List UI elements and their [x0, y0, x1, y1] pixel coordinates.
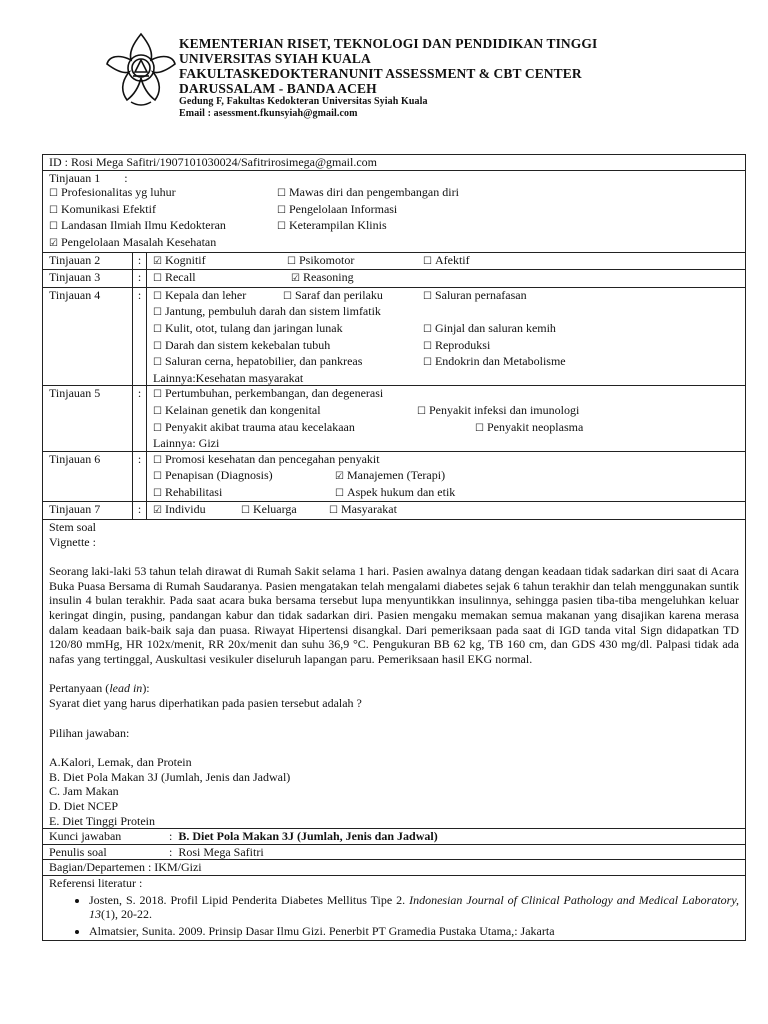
checkbox-item[interactable]: ☐ Aspek hukum dan etik: [335, 484, 456, 499]
checkbox-item-checked[interactable]: ☑ Manajemen (Terapi): [335, 468, 446, 483]
choice-a: A.Kalori, Lemak, dan Protein: [49, 755, 192, 770]
choice-b: B. Diet Pola Makan 3J (Jumlah, Jenis dan Jadwal): [49, 769, 291, 784]
tinjauan-1-label: Tinjauan 1: [49, 170, 101, 185]
checkbox-item[interactable]: ☐ Reproduksi: [423, 337, 491, 352]
stem-title: Stem soal: [49, 520, 96, 535]
choices-label: Pilihan jawaban:: [49, 725, 130, 740]
university-logo-icon: [105, 30, 177, 110]
question-label: Pertanyaan (lead in):: [49, 681, 150, 696]
email: Email : asessment.fkunsyiah@gmail.com: [179, 108, 358, 119]
checkbox-item[interactable]: ☐ Rehabilitasi: [153, 484, 223, 499]
referensi-row: [43, 875, 746, 940]
vignette-text: Seorang laki-laki 53 tahun telah dirawat di Rumah Sakit selama 1 hari. Pasien awalnya datang dengan keadaan tidak sadarkan diri saat di Acara Buka Puasa Bersama di Rumah Saudaranya. Pasien mengatakan telah mengalami diabetes sejak 6 tahun terakhir dan telah menggunakan suntik insulin 4 bulan terakhir. Pada saat acara buka bersama tersebut lupa menyuntikkan insulinnya, sehingga pasien tiba-tiba mengeluhkan keluar keringat dingin, pusing, pandangan kabur dan tidak sadarkan diri. Pasien mengaku memakan semua makanan yang disajikan karena merasa dalam keadaan baik-baik saja dan puasa. Riwayat Hipertensi disangkal. Dari pemeriksaan pada saat di IGD tanda vital Sign didapatkan TD 120/80 mmHg, HR 102x/menit, RR 20x/menit dan suhu 36,9 °C. Pengukuran BB 62 kg, TB 160 cm, dan GDS 430 mg/dl. Palpasi tidak ada nafas yang tertinggal, Auskultasi vesikuler diseluruh lapangan paru. Pemeriksaan hasil EKG normal.: [49, 564, 739, 666]
checkbox-item[interactable]: ☐ Saluran pernafasan: [423, 287, 527, 302]
checkbox-item[interactable]: ☐ Pertumbuhan, perkembangan, dan degenerasi: [153, 386, 384, 401]
checkbox-item[interactable]: ☐ Penapisan (Diagnosis): [153, 468, 273, 483]
university-name: UNIVERSITAS SYIAH KUALA: [179, 51, 371, 66]
checkbox-item[interactable]: ☐ Mawas diri dan pengembangan diri: [277, 185, 459, 200]
kunci-value: B. Diet Pola Makan 3J (Jumlah, Jenis dan Jadwal): [178, 829, 438, 844]
city-name: DARUSSALAM - BANDA ACEH: [179, 81, 377, 96]
tinjauan-5-label: Tinjauan 5: [43, 386, 133, 451]
penulis-label: Penulis soal: [49, 844, 107, 859]
stem-soal-row: [43, 520, 746, 829]
checkbox-item[interactable]: ☐ Keluarga: [241, 502, 297, 517]
checkbox-item[interactable]: ☐ Kulit, otot, tulang dan jaringan lunak: [153, 320, 343, 335]
address: Gedung F, Fakultas Kedokteran Universitas Syiah Kuala: [179, 96, 428, 107]
checkbox-item-checked[interactable]: ☑ Kognitif: [153, 252, 206, 267]
tinjauan-3-label: Tinjauan 3: [43, 270, 133, 288]
choice-e: E. Diet Tinggi Protein: [49, 813, 156, 828]
checkbox-item[interactable]: ☐ Endokrin dan Metabolisme: [423, 354, 566, 369]
checkbox-item[interactable]: ☐ Masyarakat: [329, 502, 397, 517]
kunci-label: Kunci jawaban: [49, 829, 122, 844]
checkbox-item[interactable]: ☐ Saraf dan perilaku: [283, 287, 383, 302]
tinjauan-7-row: Tinjauan 7 : ☑ Individu ☐ Keluarga ☐ Masyarakat: [43, 502, 746, 520]
bagian-text: Bagian/Departemen : IKM/Gizi: [43, 860, 746, 876]
tinjauan-2-row: Tinjauan 2 : ☑ Kognitif ☐ Psikomotor ☐ Afektif: [43, 252, 746, 270]
referensi-label: Referensi literatur :: [49, 875, 143, 890]
checkbox-item[interactable]: ☐ Penyakit akibat trauma atau kecelakaan: [153, 419, 355, 434]
checkbox-item[interactable]: ☐ Penyakit infeksi dan imunologi: [417, 402, 580, 417]
checkbox-item[interactable]: ☐ Pengelolaan Informasi: [277, 201, 398, 216]
checkbox-item[interactable]: ☐ Darah dan sistem kekebalan tubuh: [153, 337, 331, 352]
checkbox-item[interactable]: ☐ Afektif: [423, 252, 470, 267]
penulis-value: Rosi Mega Safitri: [178, 844, 264, 859]
tinjauan-3-row: Tinjauan 3 : ☐ Recall ☑ Reasoning: [43, 270, 746, 288]
bagian-row: [43, 860, 746, 876]
checkbox-item[interactable]: ☐ Recall: [153, 270, 196, 285]
ministry-name: KEMENTERIAN RISET, TEKNOLOGI DAN PENDIDIKAN TINGGI: [179, 36, 598, 51]
kunci-row: Kunci jawaban : B. Diet Pola Makan 3J (Jumlah, Jenis dan Jadwal): [43, 829, 746, 845]
tinjauan-6-row: Tinjauan 6 : ☐ Promosi kesehatan dan pencegahan penyakit ☐ Penapisan (Diagnosis) ☑ Manajemen (Terapi) ☐ Rehabilitasi ☐ Aspek hukum dan etik: [43, 451, 746, 502]
id-row: [43, 155, 746, 171]
tinjauan-5-row: Tinjauan 5 : ☐ Pertumbuhan, perkembangan, dan degenerasi ☐ Kelainan genetik dan kongenital ☐ Penyakit infeksi dan imunologi ☐ Penyakit akibat trauma atau kecelakaan ☐ Penyakit neoplasma Lainnya: Gizi: [43, 386, 746, 451]
tinjauan-4-row: Tinjauan 4 : ☐ Kepala dan leher ☐ Saraf dan perilaku ☐ Saluran pernafasan ☐ Jantung, pembuluh darah dan sistem limfatik ☐ Kulit, otot, tulang dan jaringan lunak ☐ Ginjal dan saluran kemih ☐ Darah dan sistem kekebalan tubuh ☐ Reproduksi ☐ Saluran cerna, hepatobilier, dan pankreas ☐ Endokrin dan Metabolisme Lainnya:Kesehatan masyarakat: [43, 287, 746, 386]
checkbox-item[interactable]: ☐ Keterampilan Klinis: [277, 218, 387, 233]
checkbox-item[interactable]: ☐ Landasan Ilmiah Ilmu Kedokteran: [49, 218, 226, 233]
reference-item: • Josten, S. 2018. Profil Lipid Penderita Diabetes Mellitus Tipe 2. Indonesian Journal of Clinical Pathology and Medical Laboratory, 13(1), 20-22.: [89, 893, 739, 922]
checkbox-item[interactable]: ☐ Kepala dan leher: [153, 287, 247, 302]
question-form-table: [42, 154, 746, 941]
tinjauan-6-label: Tinjauan 6: [43, 451, 133, 502]
tinjauan-2-label: Tinjauan 2: [43, 252, 133, 270]
checkbox-item[interactable]: ☐ Penyakit neoplasma: [475, 419, 584, 434]
faculty-name: FAKULTASKEDOKTERANUNIT ASSESSMENT & CBT CENTER: [179, 66, 582, 81]
penulis-row: Penulis soal : Rosi Mega Safitri: [43, 844, 746, 860]
letterhead-text: [179, 36, 597, 120]
tinjauan-4-label: Tinjauan 4: [43, 287, 133, 386]
checkbox-item[interactable]: ☐ Komunikasi Efektif: [49, 201, 156, 216]
checkbox-item-checked[interactable]: ☑ Individu: [153, 502, 206, 517]
checkbox-item[interactable]: ☐ Ginjal dan saluran kemih: [423, 320, 556, 335]
lainnya-text: Lainnya:Kesehatan masyarakat: [153, 370, 304, 385]
letterhead: [105, 30, 745, 125]
question-text: Syarat diet yang harus diperhatikan pada pasien tersebut adalah ?: [49, 696, 362, 710]
choice-c: C. Jam Makan: [49, 784, 119, 799]
id-text: ID : Rosi Mega Safitri/1907101030024/Safitrirosimega@gmail.com: [43, 155, 746, 171]
vignette-label: Vignette :: [49, 534, 96, 549]
checkbox-item[interactable]: ☐ Profesionalitas yg luhur: [49, 185, 176, 200]
checkbox-item[interactable]: ☐ Psikomotor: [287, 252, 355, 267]
lainnya-text: Lainnya: Gizi: [153, 436, 220, 451]
tinjauan-1-row: Tinjauan 1 : ☐ Profesionalitas yg luhur ☐ Mawas diri dan pengembangan diri ☐ Komunikasi Efektif ☐ Pengelolaan Informasi ☐ Landasan Ilmiah Ilmu Kedokteran ☐ Keterampilan Klinis ☑ Pengelolaan Masalah Kesehatan: [43, 170, 746, 252]
checkbox-item-checked[interactable]: ☑ Pengelolaan Masalah Kesehatan: [49, 234, 217, 249]
reference-item: • Almatsier, Sunita. 2009. Prinsip Dasar Ilmu Gizi. Penerbit PT Gramedia Pustaka Utama,: Jakarta: [89, 924, 739, 939]
choice-d: D. Diet NCEP: [49, 798, 118, 813]
checkbox-item[interactable]: ☐ Saluran cerna, hepatobilier, dan pankreas: [153, 354, 363, 369]
checkbox-item[interactable]: ☐ Kelainan genetik dan kongenital: [153, 402, 321, 417]
checkbox-item[interactable]: ☐ Promosi kesehatan dan pencegahan penyakit: [153, 451, 380, 466]
checkbox-item[interactable]: ☐ Jantung, pembuluh darah dan sistem limfatik: [153, 304, 381, 319]
tinjauan-7-label: Tinjauan 7: [43, 502, 133, 520]
reference-list: [49, 893, 739, 939]
checkbox-item-checked[interactable]: ☑ Reasoning: [291, 270, 354, 285]
